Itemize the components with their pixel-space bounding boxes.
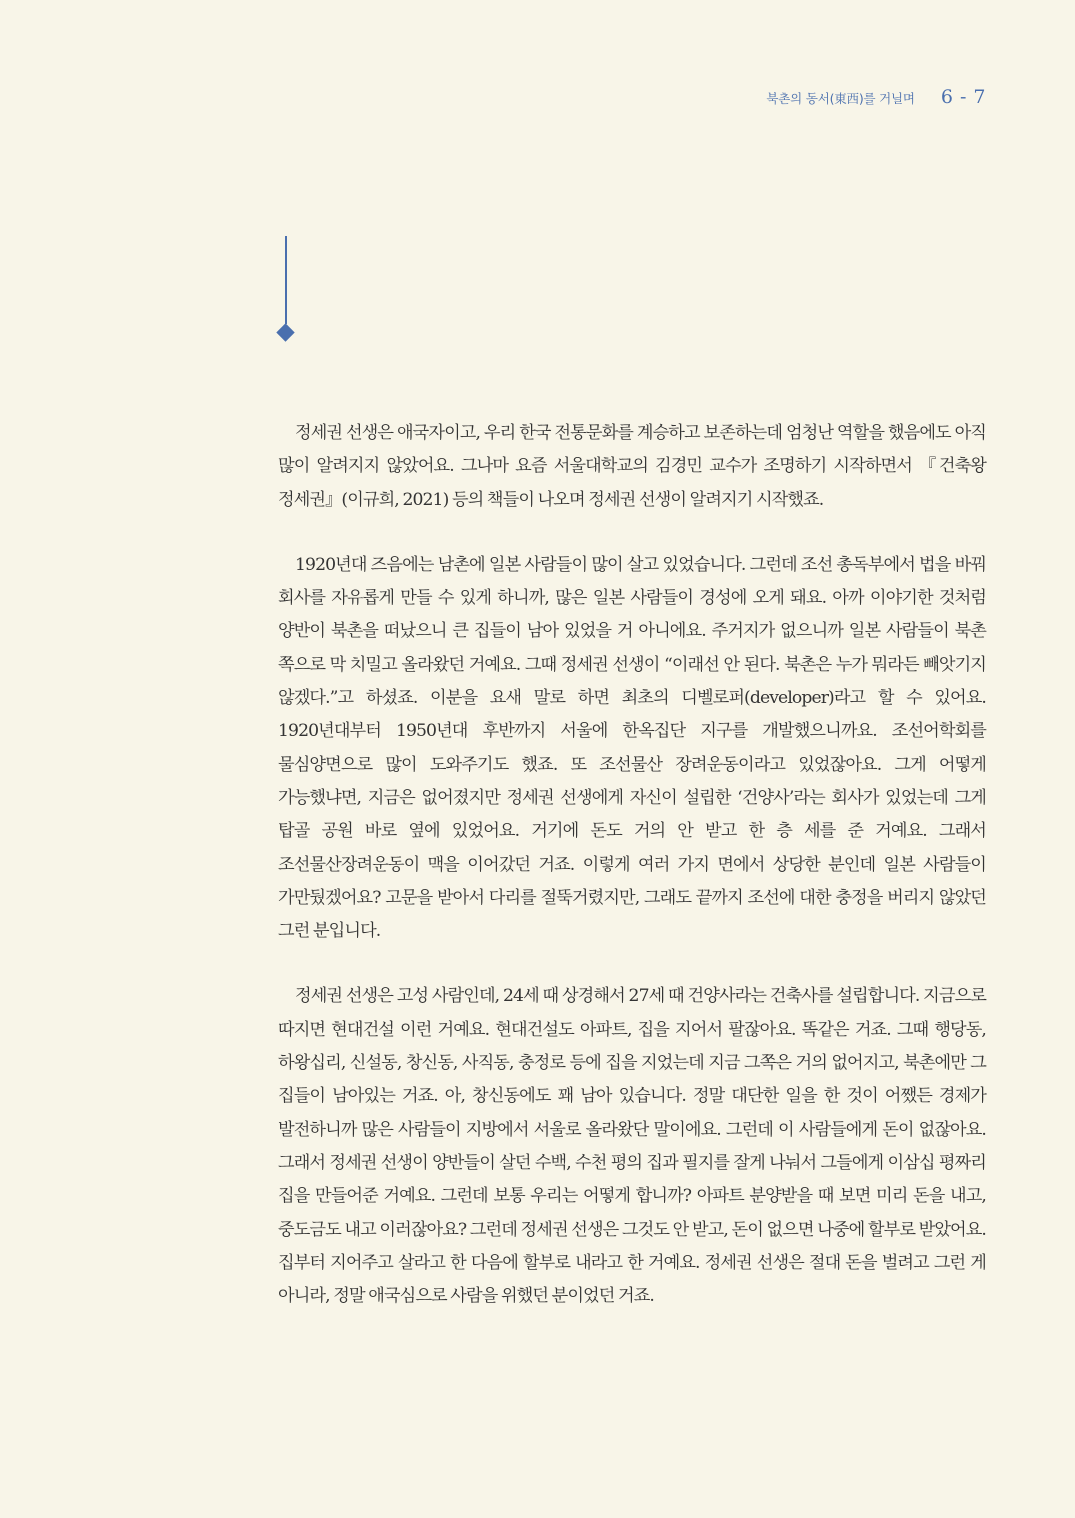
page-number: 6 - 7 <box>940 86 986 108</box>
paragraph-1: 정세권 선생은 애국자이고, 우리 한국 전통문화를 계승하고 보존하는데 엄청난 역할을 했음에도 아직 많이 알려지지 않았어요. 그나마 요즘 서울대학교의 김경민 교수가 조명하기 시작하면서 『건축왕 정세권』(이규희, 2021) 등의 책들이 나오며 정세권 선생이 알려지기 시작했죠. <box>278 423 986 510</box>
diamond-icon <box>276 323 294 341</box>
paragraph-2: 1920년대 즈음에는 남촌에 일본 사람들이 많이 살고 있었습니다. 그런데 조선 총독부에서 법을 바꿔 회사를 자유롭게 만들 수 있게 하니까, 많은 일본 사람들이 경성에 오게 돼요. 아까 이야기한 것처럼 양반이 북촌을 떠났으니 큰 집들이 남아 있었을 거 아니에요. 주거지가 없으니까 일본 사람들이 북촌 쪽으로 막 치밀고 올라왔던 거예요. 그때 정세권 선생이 “이래선 안 된다. 북촌은 누가 뭐라든 빼앗기지 않겠다.”고 하셨죠. 이분을 요새 말로 하면 최초의 디벨로퍼(developer)라고 할 수 있어요. 1920년대부터 1950년대 후반까지 서울에 한옥집단 지구를 개발했으니까요. 조선어학회를 물심양면으로 많이 도와주기도 했죠. 또 조선물산 장려운동이라고 있었잖아요. 그게 어떻게 가능했냐면, 지금은 없어졌지만 정세권 선생에게 자신이 설립한 ‘건양사’라는 회사가 있었는데 그게 탑골 공원 바로 옆에 있었어요. 거기에 돈도 거의 안 받고 한 층 세를 준 거예요. 그래서 조선물산장려운동이 맥을 이어갔던 거죠. 이렇게 여러 가지 면에서 상당한 분인데 일본 사람들이 가만뒀겠어요? 고문을 받아서 다리를 절뚝거렸지만, 그래도 끝까지 조선에 대한 충정을 버리지 않았던 그런 분입니다. <box>278 554 986 942</box>
paragraph-3: 정세권 선생은 고성 사람인데, 24세 때 상경해서 27세 때 건양사라는 건축사를 설립합니다. 지금으로 따지면 현대건설 이런 거예요. 현대건설도 아파트, 집을 지어서 팔잖아요. 똑같은 거죠. 그때 행당동, 하왕십리, 신설동, 창신동, 사직동, 충정로 등에 집을 지었는데 지금 그쪽은 거의 없어지고, 북촌에만 그 집들이 남아있는 거죠. 아, 창신동에도 꽤 남아 있습니다. 정말 대단한 일을 한 것이 어쨌든 경제가 발전하니까 많은 사람들이 지방에서 서울로 올라왔단 말이에요. 그런데 이 사람들에게 돈이 없잖아요. 그래서 정세권 선생이 양반들이 살던 수백, 수천 평의 집과 필지를 잘게 나눠서 그들에게 이삼십 평짜리 집을 만들어준 거예요. 그런데 보통 우리는 어떻게 합니까? 아파트 분양받을 때 보면 미리 돈을 내고, 중도금도 내고 이러잖아요? 그런데 정세권 선생은 그것도 안 받고, 돈이 없으면 나중에 할부로 받았어요. 집부터 지어주고 살라고 한 다음에 할부로 내라고 한 거예요. 정세권 선생은 절대 돈을 벌려고 그런 게 아니라, 정말 애국심으로 사람을 위했던 분이었던 거죠. <box>278 986 987 1307</box>
running-header-title: 북촌의 동서(東西)를 거닐며 <box>766 91 915 106</box>
ornament-vertical-line <box>285 236 287 324</box>
running-header <box>766 86 986 108</box>
article-body <box>278 417 986 1345</box>
